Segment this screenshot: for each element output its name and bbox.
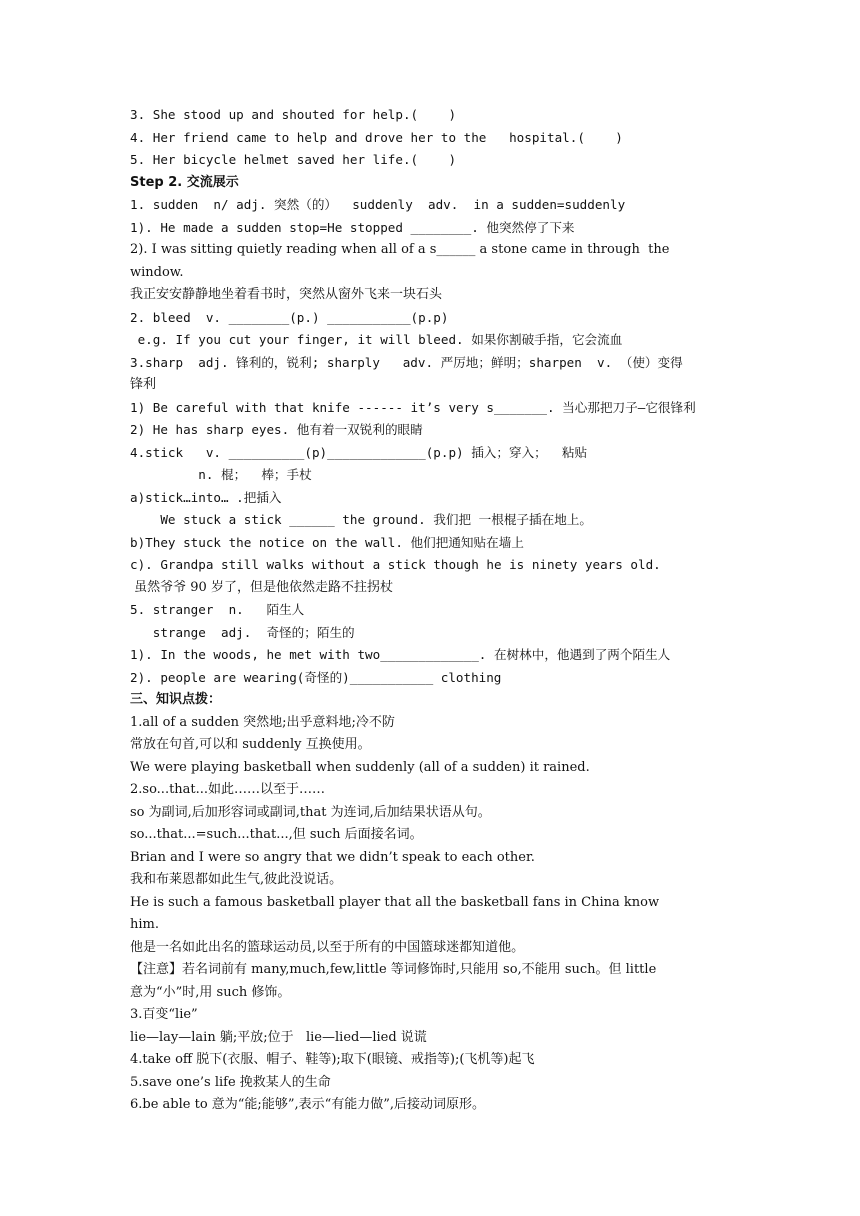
- point-2: 2.so...that...如此……以至于……: [130, 782, 326, 797]
- stick-example-a: We stuck a stick ______ the ground. 我们把 一根棍子插在地上。: [130, 512, 592, 527]
- question-4: 4. Her friend came to help and drove her to the hospital.( ): [130, 129, 623, 145]
- stick-usage-c-translation: 虽然爷爷 90 岁了，但是他依然走路不拄拐杖: [130, 579, 393, 595]
- question-5: 5. Her bicycle helmet saved her life.( ): [130, 152, 457, 167]
- point-2-example-2-translation: 他是一名如此出名的篮球运动员,以至于所有的中国篮球迷都知道他。: [130, 939, 525, 955]
- point-1-example: We were playing basketball when suddenly (all of a sudden) it rained.: [130, 759, 590, 775]
- point-5: 5.save one’s life 挽救某人的生命: [130, 1074, 331, 1090]
- point-3-forms: lie—lay—lain 躺;平放;位于 lie—lied—lied 说谎: [130, 1029, 427, 1045]
- step2-heading: Step 2. 交流展示: [130, 174, 239, 190]
- stick-usage-c: c). Grandpa still walks without a stick though he is ninety years old.: [130, 557, 661, 572]
- point-1: 1.all of a sudden 突然地;出乎意料地;冷不防: [130, 714, 395, 730]
- point-1-note: 常放在句首,可以和 suddenly 互换使用。: [130, 737, 371, 752]
- section-3-heading: 三、知识点拨：: [130, 692, 222, 707]
- point-2-example-1-translation: 我和布莱恩都如此生气,彼此没说话。: [130, 872, 343, 887]
- vocab-bleed: 2. bleed v. ________(p.) ___________(p.p): [130, 309, 449, 325]
- vocab-sharp-cont: 锋利: [130, 377, 157, 392]
- vocab-sharp: 3.sharp adj. 锋利的，锐利; sharply adv. 严厉地；鲜明；sharpen v. （使）变得: [130, 354, 683, 370]
- bleed-example: e.g. If you cut your finger, it will bleed. 如果你割破手指，它会流血: [130, 332, 623, 347]
- point-3: 3.百变“lie”: [130, 1007, 198, 1022]
- point-2-example-2: He is such a famous basketball player that all the basketball fans in China know: [130, 894, 660, 910]
- strange-example-2: 2). people are wearing(奇怪的)___________ clothing: [130, 669, 502, 685]
- point-2-attention: 【注意】若名词前有 many,much,few,little 等词修饰时,只能用 so,不能用 such。但 little: [130, 962, 657, 977]
- stick-usage-a: a)stick…into… .把插入: [130, 489, 282, 505]
- sharp-example-2: 2) He has sharp eyes. 他有着一双锐利的眼睛: [130, 422, 423, 437]
- question-3: 3. She stood up and shouted for help.( ): [130, 107, 457, 122]
- point-4: 4.take off 脱下(衣服、帽子、鞋等);取下(眼镜、戒指等);(飞机等)起飞: [130, 1052, 535, 1067]
- sudden-example-1: 1). He made a sudden stop=He stopped ________. 他突然停了下来: [130, 219, 575, 235]
- stick-usage-b: b)They stuck the notice on the wall. 他们把通知贴在墙上: [130, 534, 524, 550]
- vocab-stick-noun: n. 棍； 棒；手杖: [130, 467, 312, 482]
- point-6: 6.be able to 意为“能;能够”,表示“有能力做”,后接动词原形。: [130, 1097, 486, 1112]
- vocab-sudden: 1. sudden n/ adj. 突然（的） suddenly adv. in a sudden=suddenly: [130, 197, 626, 212]
- sudden-example-2: 2). I was sitting quietly reading when all of a s______ a stone came in through the: [130, 242, 670, 257]
- sudden-example-2-translation: 我正安安静静地坐着看书时，突然从窗外飞来一块石头: [130, 287, 443, 302]
- point-2-attention-cont: 意为“小”时,用 such 修饰。: [130, 984, 291, 1000]
- vocab-strange: strange adj. 奇怪的；陌生的: [130, 624, 355, 640]
- stranger-example-1: 1). In the woods, he met with two_____________. 在树林中，他遇到了两个陌生人: [130, 647, 671, 662]
- point-2-note-1: so 为副词,后加形容词或副词,that 为连词,后加结果状语从句。: [130, 804, 491, 820]
- vocab-stranger: 5. stranger n. 陌生人: [130, 602, 305, 617]
- point-2-example-2-cont: him.: [130, 917, 159, 932]
- point-2-note-2: so...that...=such...that...,但 such 后面接名词。: [130, 827, 423, 842]
- vocab-stick: 4.stick v. __________(p)_____________(p.p) 插入；穿入； 粘贴: [130, 444, 588, 460]
- document-page: [130, 104, 730, 1117]
- sharp-example-1: 1) Be careful with that knife ------ it’s very s_______. 当心那把刀子—它很锋利: [130, 399, 696, 415]
- point-2-example-1: Brian and I were so angry that we didn’t speak to each other.: [130, 849, 535, 865]
- sudden-example-2-cont: window.: [130, 264, 184, 280]
